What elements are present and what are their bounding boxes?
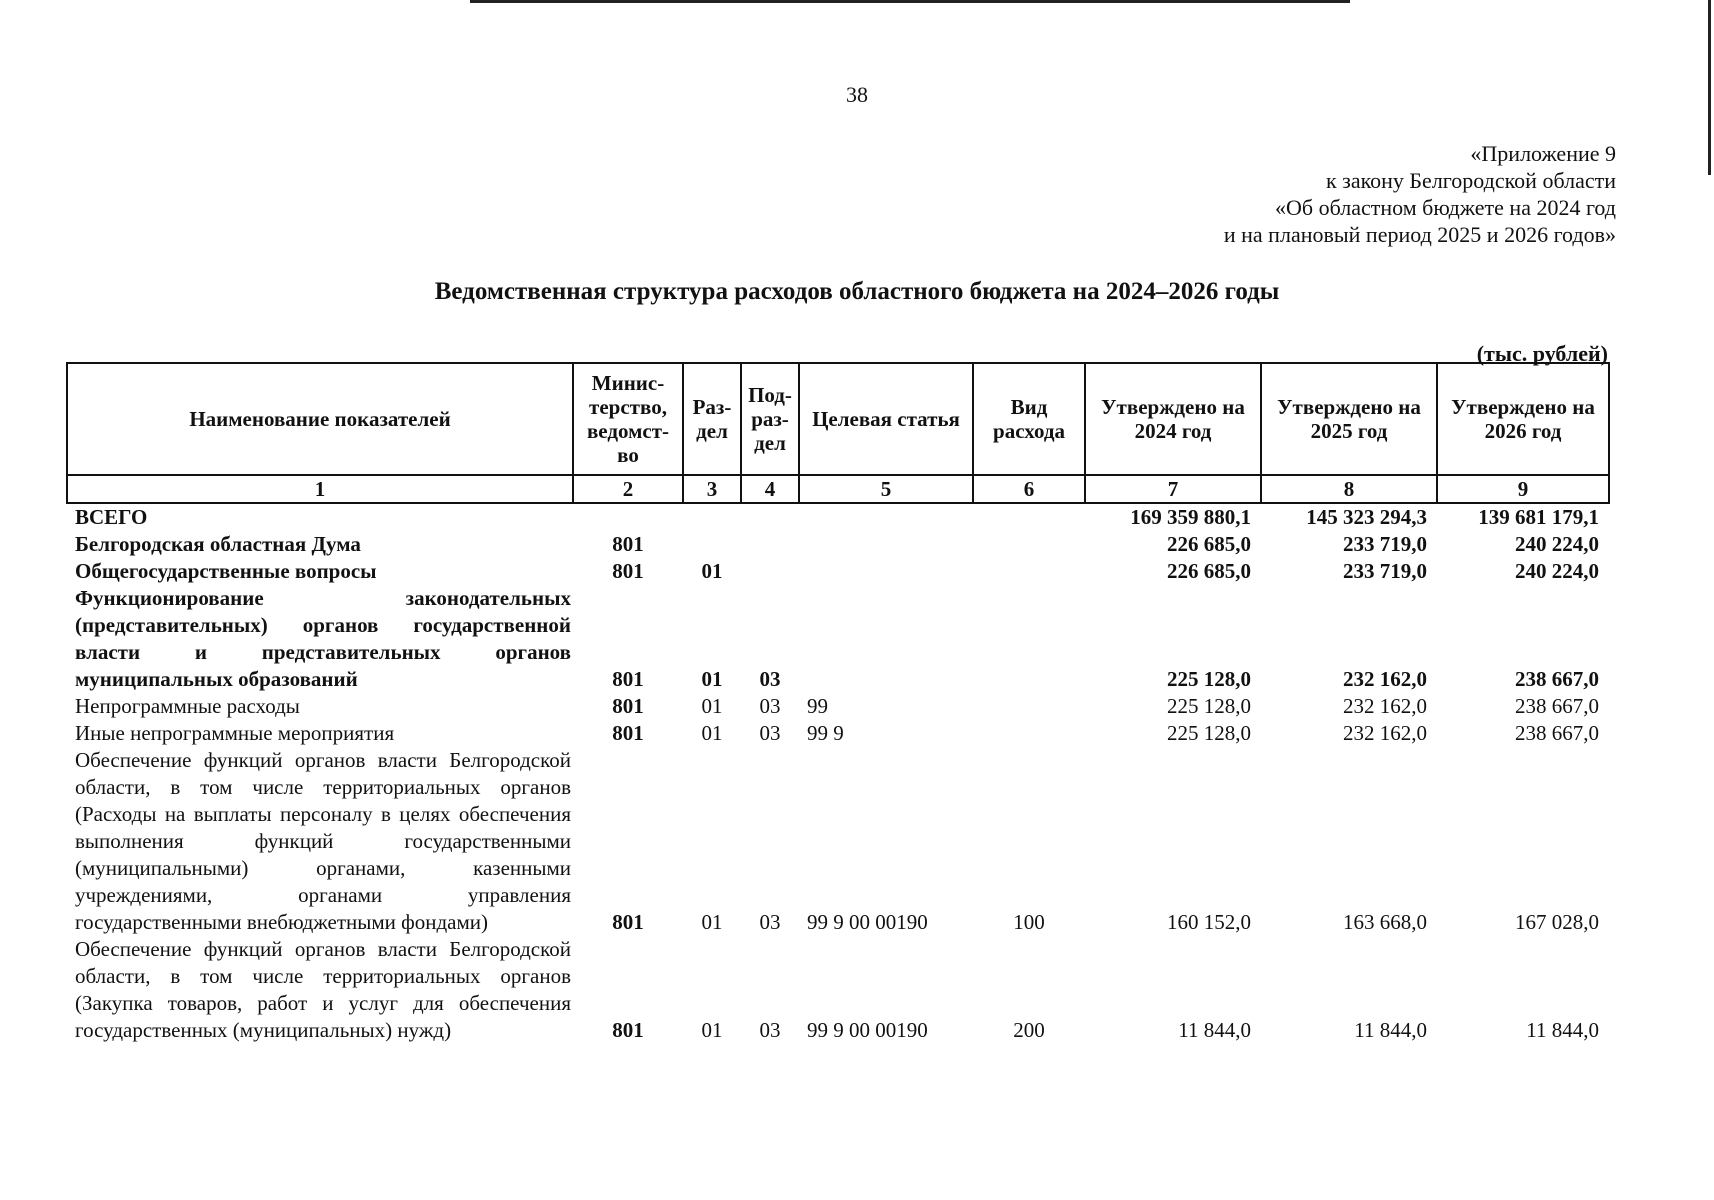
row-name: ВСЕГО [75, 505, 148, 529]
row-subsection: 03 [759, 694, 781, 718]
row-2025: 233 719,0 [1343, 559, 1427, 583]
row-ministry [573, 503, 683, 531]
row-2025: 145 323 294,3 [1306, 505, 1427, 529]
header-row [67, 363, 1609, 475]
row-ministry: 801 [612, 910, 644, 934]
row-target: 99 [807, 694, 828, 718]
row-2026: 238 667,0 [1515, 694, 1599, 718]
row-name: Обеспечение функций органов власти Белгородской области, в том числе территориальных органов (Закупка товаров, работ и услуг для обеспечения государственных (муниципальных) нужд) [75, 937, 571, 1042]
row-target: 99 9 00 00190 [807, 910, 928, 934]
row-ministry: 801 [612, 532, 644, 556]
row-2024: 169 359 880,1 [1130, 505, 1251, 529]
row-type [973, 503, 1085, 531]
row-section: 01 [701, 667, 723, 691]
column-number: 9 [1437, 475, 1609, 503]
document-title: Ведомственная структура расходов областного бюджета на 2024–2026 годы [434, 278, 1280, 305]
row-ministry: 801 [612, 1018, 644, 1042]
row-ministry: 801 [612, 667, 644, 691]
column-number: 6 [973, 475, 1085, 503]
row-name: Обеспечение функций органов власти Белгородской области, в том числе территориальных органов (Расходы на выплаты персоналу в целях обеспечения выполнения функций государственными (муниципальными) органами, казенными учреждениями, органами управления государственными внебюджетными фондами) [75, 748, 571, 934]
column-number: 3 [683, 475, 741, 503]
column-number: 5 [799, 475, 973, 503]
column-number: 8 [1261, 475, 1437, 503]
row-name: Иные непрограммные мероприятия [75, 721, 395, 745]
row-2026: 11 844,0 [1526, 1018, 1599, 1042]
row-2024: 11 844,0 [1178, 1018, 1251, 1042]
row-ministry: 801 [612, 694, 644, 718]
budget-table [66, 362, 1610, 1044]
row-2024: 160 152,0 [1167, 910, 1251, 934]
row-2024: 225 128,0 [1167, 694, 1251, 718]
row-subsection [741, 503, 799, 531]
row-target: 99 9 00 00190 [807, 1018, 928, 1042]
row-section: 01 [701, 1018, 723, 1042]
row-section: 01 [701, 910, 723, 934]
column-number-row [67, 475, 1609, 503]
row-name: Общегосударственные вопросы [75, 559, 377, 583]
page-number: 38 [846, 82, 868, 107]
row-2025: 11 844,0 [1354, 1018, 1427, 1042]
row-section: 01 [701, 559, 723, 583]
table-row [67, 585, 1609, 693]
row-2026: 238 667,0 [1515, 721, 1599, 745]
row-ministry: 801 [612, 559, 644, 583]
row-type [973, 558, 1085, 585]
units-label: (тыс. рублей) [1476, 341, 1608, 366]
header-type: Вид расхода [973, 363, 1085, 475]
table-row [67, 747, 1609, 936]
table-row [67, 558, 1609, 585]
row-type [973, 720, 1085, 747]
column-number: 2 [573, 475, 683, 503]
table-row [67, 531, 1609, 558]
row-2025: 163 668,0 [1343, 910, 1427, 934]
row-2026: 167 028,0 [1515, 910, 1599, 934]
row-2024: 226 685,0 [1167, 532, 1251, 556]
row-2025: 233 719,0 [1343, 532, 1427, 556]
row-section [683, 503, 741, 531]
header-ministry: Минис-терство, ведомст-во [573, 363, 683, 475]
row-2026: 240 224,0 [1515, 559, 1599, 583]
table-row [67, 720, 1609, 747]
row-type [973, 585, 1085, 693]
appendix-line: «Приложение 9 [1470, 141, 1616, 166]
row-target [799, 585, 973, 693]
column-number: 7 [1085, 475, 1261, 503]
table-row [67, 936, 1609, 1044]
row-target: 99 9 [807, 721, 844, 745]
scan-top-rule [470, 0, 1350, 3]
table-row [67, 693, 1609, 720]
appendix-line: и на плановый период 2025 и 2026 годов» [1223, 222, 1616, 247]
row-2024: 226 685,0 [1167, 559, 1251, 583]
row-2025: 232 162,0 [1343, 667, 1427, 691]
row-2024: 225 128,0 [1167, 667, 1251, 691]
row-section [683, 531, 741, 558]
column-number: 1 [67, 475, 573, 503]
row-subsection: 03 [759, 667, 781, 691]
row-type [973, 693, 1085, 720]
row-2026: 139 681 179,1 [1478, 505, 1599, 529]
row-subsection: 03 [759, 910, 781, 934]
row-2024: 225 128,0 [1167, 721, 1251, 745]
row-ministry: 801 [612, 721, 644, 745]
row-subsection: 03 [759, 1018, 781, 1042]
column-number: 4 [741, 475, 799, 503]
row-2025: 232 162,0 [1343, 694, 1427, 718]
row-type: 200 [1013, 1018, 1045, 1042]
header-target: Целевая статья [799, 363, 973, 475]
table-row [67, 503, 1609, 531]
header-name: Наименование показателей [67, 363, 573, 475]
row-subsection [741, 558, 799, 585]
row-section: 01 [701, 721, 723, 745]
header-2024: Утверждено на 2024 год [1085, 363, 1261, 475]
row-subsection: 03 [759, 721, 781, 745]
header-2025: Утверждено на 2025 год [1261, 363, 1437, 475]
row-name: Непрограммные расходы [75, 694, 300, 718]
row-target [799, 503, 973, 531]
appendix-block [1224, 140, 1616, 248]
row-2026: 240 224,0 [1515, 532, 1599, 556]
row-type [973, 531, 1085, 558]
appendix-line: к закону Белгородской области [1325, 168, 1616, 193]
row-2026: 238 667,0 [1515, 667, 1599, 691]
row-name: Функционирование законодательных (представительных) органов государственной власти и представительных органов муниципальных образований [75, 586, 571, 691]
row-2025: 232 162,0 [1343, 721, 1427, 745]
header-section: Раз-дел [683, 363, 741, 475]
row-type: 100 [1013, 910, 1045, 934]
row-target [799, 531, 973, 558]
row-target [799, 558, 973, 585]
row-name: Белгородская областная Дума [75, 532, 361, 556]
header-2026: Утверждено на 2026 год [1437, 363, 1609, 475]
header-subsection: Под-раз-дел [741, 363, 799, 475]
row-subsection [741, 531, 799, 558]
row-section: 01 [701, 694, 723, 718]
appendix-line: «Об областном бюджете на 2024 год [1275, 195, 1616, 220]
